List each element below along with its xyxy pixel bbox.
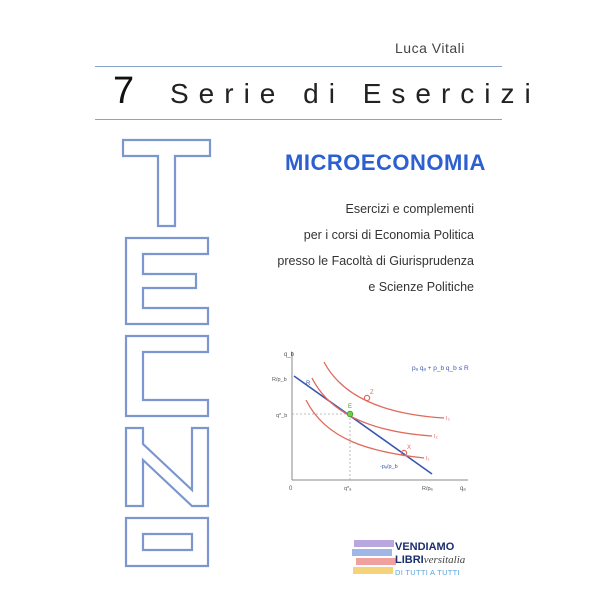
brand-letter-t <box>123 140 210 226</box>
book-description <box>277 196 474 300</box>
brand-lettering <box>118 138 218 568</box>
curve-label: I₂ <box>434 434 438 440</box>
slope-label: -pₐ/p_b <box>380 464 398 470</box>
publisher-line1: VENDIAMO <box>395 541 455 553</box>
curve-label: I₃ <box>446 416 450 422</box>
y-tick-label: q*_b <box>276 413 288 419</box>
brand-letter-c <box>126 336 208 416</box>
point-e <box>347 411 353 417</box>
publisher-line2 <box>395 554 465 566</box>
brand-letter-n <box>126 428 208 506</box>
x-intercept-label: R/pₐ <box>422 486 433 492</box>
point-label: X <box>407 445 412 451</box>
x-tick-label: q*ₐ <box>344 486 352 492</box>
y-intercept-label: R/p_b <box>272 377 287 383</box>
series-number: 7 <box>113 70 135 112</box>
book-title: MICROECONOMIA <box>285 150 486 175</box>
description-line: presso le Facoltà di Giurisprudenza <box>277 254 474 268</box>
description-line: per i corsi di Economia Politica <box>303 228 474 242</box>
series-title: Serie di Esercizi <box>170 78 541 109</box>
point-label: Z <box>370 390 374 396</box>
point-label: E <box>348 404 353 410</box>
budget-line <box>294 376 432 474</box>
publisher-line2-italic: versitalia <box>423 554 466 566</box>
x-axis-label: qₐ <box>460 486 466 492</box>
brand-letter-o <box>126 518 208 566</box>
budget-line-label: R <box>306 381 311 387</box>
description-line: e Scienze Politiche <box>368 280 474 294</box>
origin-label: 0 <box>289 486 293 492</box>
publisher-line2-bold: LIBRI <box>395 554 424 566</box>
brand-letter-labels: TECNO <box>118 138 122 139</box>
top-rule <box>95 66 502 67</box>
author-name: Luca Vitali <box>395 40 465 56</box>
description-line: Esercizi e complementi <box>345 202 474 216</box>
publisher-tagline: DI TUTTI A TUTTI <box>395 568 460 577</box>
budget-formula: pₐ qₐ + p_b q_b ≤ R <box>412 365 469 372</box>
point-z <box>364 395 369 400</box>
y-axis-label: q_b <box>284 352 295 358</box>
indifference-curve-2 <box>312 378 432 436</box>
brand-letter-e <box>126 238 208 324</box>
publisher-logo <box>350 538 500 588</box>
bottom-rule <box>95 119 502 120</box>
curve-label: I₁ <box>426 456 430 462</box>
consumer-choice-diagram <box>272 348 492 498</box>
